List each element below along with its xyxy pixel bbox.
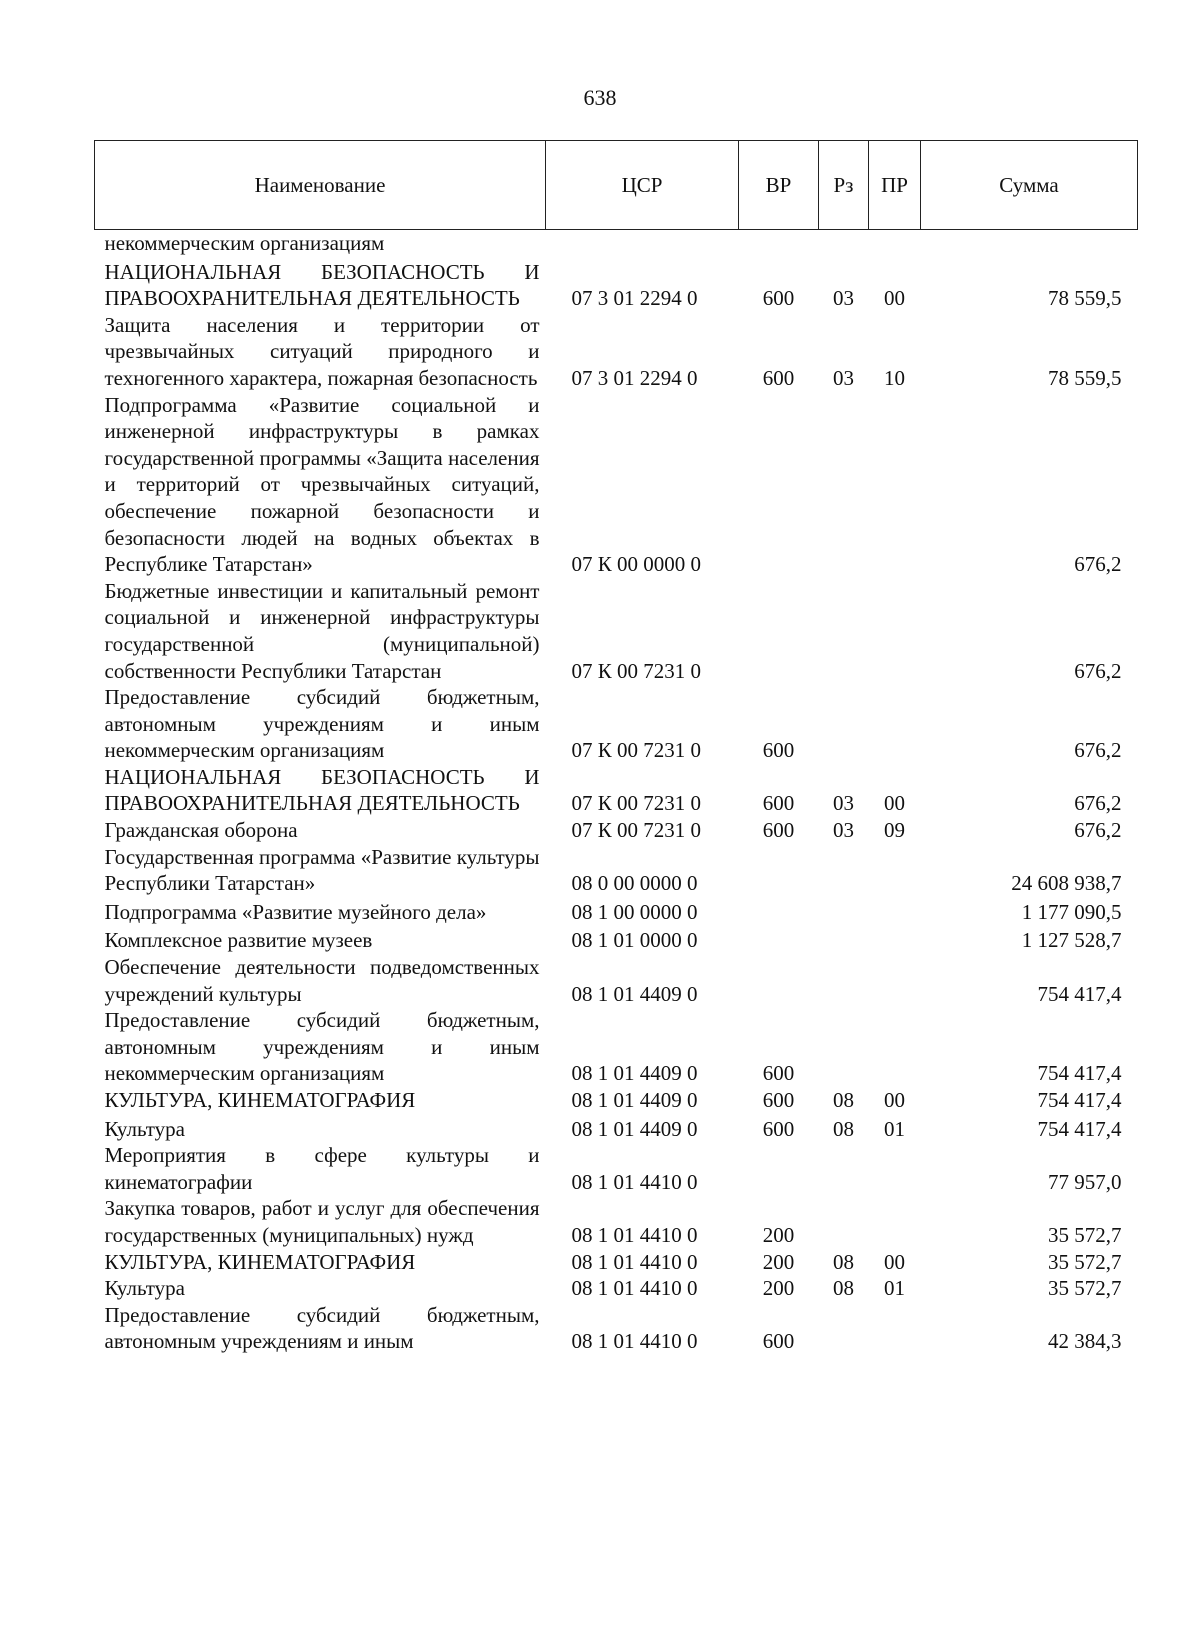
cell-name — [95, 684, 546, 764]
cell-csr: 08 1 01 4410 0 — [571, 1276, 698, 1301]
table-row — [95, 1114, 1138, 1143]
row-name-text: Закупка товаров, работ и услуг для обеспечения государственных (муниципальных) нужд — [104, 1196, 540, 1247]
cell-pr: 00 — [884, 286, 905, 311]
header-name: Наименование — [95, 141, 546, 230]
table-row — [95, 230, 1138, 257]
table-row — [95, 1142, 1138, 1195]
cell-rz — [819, 954, 869, 1007]
cell-pr: 10 — [884, 365, 905, 390]
cell-csr: 07 К 00 7231 0 — [571, 738, 702, 763]
table-row — [95, 392, 1138, 578]
table-row — [95, 1007, 1138, 1087]
cell-name — [95, 312, 546, 392]
cell-vr: 600 — [762, 1329, 795, 1354]
cell-csr: 07 К 00 0000 0 — [571, 552, 702, 577]
row-name-text: НАЦИОНАЛЬНАЯ БЕЗОПАСНОСТЬ И ПРАВООХРАНИТЕЛЬНАЯ ДЕЯТЕЛЬНОСТЬ — [104, 764, 540, 816]
cell-sum: 42 384,3 — [1048, 1329, 1122, 1354]
cell-sum — [921, 230, 1138, 257]
row-name-text: КУЛЬТУРА, КИНЕМАТОГРАФИЯ — [104, 1249, 416, 1274]
cell-vr: 200 — [762, 1222, 795, 1247]
cell-sum: 676,2 — [1074, 791, 1122, 816]
cell-pr: 00 — [884, 791, 905, 816]
cell-rz — [819, 684, 869, 764]
header-rz: Рз — [819, 141, 869, 230]
table-row — [95, 817, 1138, 844]
cell-pr — [869, 844, 921, 897]
cell-name — [95, 844, 546, 897]
cell-pr — [869, 925, 921, 954]
cell-csr: 08 1 01 4409 0 — [571, 1061, 698, 1086]
header-row — [95, 141, 1138, 230]
cell-csr: 08 1 01 4409 0 — [571, 1116, 698, 1141]
row-name-text: Обеспечение деятельности подведомственных учреждений культуры — [104, 955, 540, 1006]
row-name-text: НАЦИОНАЛЬНАЯ БЕЗОПАСНОСТЬ И ПРАВООХРАНИТЕЛЬНАЯ ДЕЯТЕЛЬНОСТЬ — [104, 259, 540, 311]
cell-pr — [869, 392, 921, 578]
cell-pr — [869, 1007, 921, 1087]
cell-sum: 754 417,4 — [1037, 1088, 1122, 1112]
table-row — [95, 312, 1138, 392]
cell-vr: 600 — [762, 818, 795, 843]
cell-rz — [819, 230, 869, 257]
cell-pr: 00 — [884, 1249, 905, 1274]
row-name-text: Предоставление субсидий бюджетным, автономным учреждениям и иным — [104, 1302, 540, 1354]
header-csr: ЦСР — [546, 141, 739, 230]
row-name-text: Подпрограмма «Развитие социальной и инженерной инфраструктуры в рамках государственной программы «Защита населения и территорий от чрезвычайных ситуаций, обеспечение пожарной безопасности и безопасности людей на водных объектах в Республике Татарстан» — [104, 392, 540, 577]
cell-name — [95, 954, 546, 1007]
budget-table — [94, 140, 1138, 1355]
cell-csr: 07 3 01 2294 0 — [571, 286, 698, 311]
cell-name — [95, 1007, 546, 1087]
table-row — [95, 1249, 1138, 1276]
cell-sum: 24 608 938,7 — [1011, 871, 1122, 896]
cell-csr: 08 1 01 4410 0 — [571, 1169, 698, 1194]
cell-pr: 01 — [884, 1116, 905, 1141]
cell-sum: 754 417,4 — [1037, 981, 1122, 1006]
row-name-text: Мероприятия в сфере культуры и кинематографии — [104, 1143, 540, 1194]
cell-rz — [819, 392, 869, 578]
cell-rz — [819, 578, 869, 684]
cell-csr: 07 К 00 7231 0 — [571, 658, 702, 683]
cell-pr — [869, 684, 921, 764]
cell-name — [95, 1087, 546, 1114]
cell-vr — [739, 844, 819, 897]
cell-sum: 676,2 — [1074, 818, 1122, 843]
header-pr: ПР — [869, 141, 921, 230]
table-row — [95, 1087, 1138, 1114]
table-row — [95, 257, 1138, 312]
cell-name — [95, 925, 546, 954]
row-name-text: Бюджетные инвестиции и капитальный ремонт социальной и инженерной инфраструктуры государственной (муниципальной) собственности Республики Татарстан — [104, 578, 540, 683]
cell-rz — [819, 897, 869, 926]
cell-rz — [819, 925, 869, 954]
cell-pr: 00 — [884, 1088, 905, 1112]
cell-sum: 78 559,5 — [1048, 286, 1122, 311]
table-body — [95, 230, 1138, 1355]
row-name-text: Комплексное развитие музеев — [104, 928, 373, 953]
cell-sum: 77 957,0 — [1048, 1169, 1122, 1194]
cell-pr: 01 — [884, 1276, 905, 1301]
cell-name — [95, 1249, 546, 1276]
cell-csr: 07 К 00 7231 0 — [571, 791, 702, 816]
row-name-text: некоммерческим организациям — [104, 231, 385, 255]
header-sum: Сумма — [921, 141, 1138, 230]
row-name-text: Государственная программа «Развитие культуры Республики Татарстан» — [104, 844, 540, 896]
header-vr: ВР — [739, 141, 819, 230]
cell-vr: 600 — [762, 738, 795, 763]
row-name-text: Подпрограмма «Развитие музейного дела» — [104, 899, 487, 924]
cell-csr: 08 0 00 0000 0 — [571, 871, 698, 896]
cell-pr: 09 — [884, 818, 905, 843]
cell-name — [95, 578, 546, 684]
cell-name — [95, 1275, 546, 1302]
page-number: 638 — [583, 85, 617, 110]
table-row — [95, 1275, 1138, 1302]
cell-sum: 1 177 090,5 — [1021, 899, 1122, 924]
cell-vr: 200 — [762, 1276, 795, 1301]
cell-rz — [819, 1142, 869, 1195]
cell-csr: 08 1 00 0000 0 — [571, 899, 698, 924]
cell-rz — [819, 1302, 869, 1355]
cell-sum: 676,2 — [1074, 658, 1122, 683]
cell-sum: 676,2 — [1074, 738, 1122, 763]
cell-vr: 200 — [762, 1249, 795, 1274]
row-name-text: Культура — [104, 1276, 185, 1301]
cell-rz — [819, 1195, 869, 1248]
cell-pr — [869, 954, 921, 1007]
cell-pr — [869, 897, 921, 926]
cell-vr: 600 — [762, 1061, 795, 1086]
cell-vr — [739, 1142, 819, 1195]
cell-sum: 35 572,7 — [1048, 1222, 1122, 1247]
cell-sum: 35 572,7 — [1048, 1249, 1122, 1274]
cell-name — [95, 230, 546, 257]
row-name-text: Культура — [104, 1116, 185, 1141]
cell-vr — [739, 897, 819, 926]
cell-vr — [739, 230, 819, 257]
cell-csr: 08 1 01 4410 0 — [571, 1222, 698, 1247]
cell-pr — [869, 230, 921, 257]
cell-rz: 03 — [833, 365, 854, 390]
table-row — [95, 1302, 1138, 1355]
cell-sum: 676,2 — [1074, 552, 1122, 577]
cell-pr — [869, 578, 921, 684]
cell-rz: 03 — [833, 791, 854, 816]
row-name-text: Предоставление субсидий бюджетным, автономным учреждениям и иным некоммерческим организациям — [104, 1008, 540, 1086]
cell-sum: 754 417,4 — [1037, 1116, 1122, 1141]
cell-name — [95, 1114, 546, 1143]
cell-csr: 08 1 01 4409 0 — [571, 981, 698, 1006]
cell-rz: 08 — [833, 1276, 854, 1301]
table-row — [95, 897, 1138, 926]
cell-name — [95, 817, 546, 844]
cell-sum: 1 127 528,7 — [1021, 928, 1122, 953]
cell-sum: 754 417,4 — [1037, 1061, 1122, 1086]
cell-pr — [869, 1302, 921, 1355]
row-name-text: Предоставление субсидий бюджетным, автономным учреждениям и иным некоммерческим организациям — [104, 685, 540, 763]
cell-name — [95, 392, 546, 578]
table-row — [95, 954, 1138, 1007]
row-name-text: Гражданская оборона — [104, 818, 298, 843]
cell-name — [95, 1142, 546, 1195]
cell-rz: 03 — [833, 286, 854, 311]
cell-rz: 08 — [833, 1116, 854, 1141]
cell-vr: 600 — [762, 1088, 795, 1112]
cell-csr: 08 1 01 4410 0 — [571, 1329, 698, 1354]
table-row — [95, 1195, 1138, 1248]
table-row — [95, 684, 1138, 764]
cell-rz — [819, 844, 869, 897]
cell-sum: 35 572,7 — [1048, 1276, 1122, 1301]
table-row — [95, 844, 1138, 897]
table-row — [95, 578, 1138, 684]
cell-csr — [546, 230, 739, 257]
cell-csr: 08 1 01 0000 0 — [571, 928, 698, 953]
cell-name — [95, 1195, 546, 1248]
cell-rz: 08 — [833, 1249, 854, 1274]
cell-csr: 08 1 01 4410 0 — [571, 1249, 698, 1274]
cell-name — [95, 1302, 546, 1355]
cell-vr — [739, 954, 819, 1007]
cell-sum: 78 559,5 — [1048, 365, 1122, 390]
cell-csr: 07 3 01 2294 0 — [571, 365, 698, 390]
row-name-text: КУЛЬТУРА, КИНЕМАТОГРАФИЯ — [104, 1088, 416, 1112]
cell-vr — [739, 578, 819, 684]
cell-vr — [739, 925, 819, 954]
cell-name — [95, 897, 546, 926]
cell-vr: 600 — [762, 286, 795, 311]
cell-vr: 600 — [762, 791, 795, 816]
cell-vr — [739, 392, 819, 578]
cell-pr — [869, 1142, 921, 1195]
table-row — [95, 764, 1138, 817]
cell-vr: 600 — [762, 1116, 795, 1141]
table-row — [95, 925, 1138, 954]
cell-csr: 07 К 00 7231 0 — [571, 818, 702, 843]
cell-rz: 08 — [833, 1088, 854, 1112]
cell-rz: 03 — [833, 818, 854, 843]
cell-name — [95, 764, 546, 817]
cell-name — [95, 257, 546, 312]
table-header — [95, 141, 1138, 230]
cell-rz — [819, 1007, 869, 1087]
cell-vr: 600 — [762, 365, 795, 390]
row-name-text: Защита населения и территории от чрезвычайных ситуаций природного и техногенного характера, пожарная безопасность — [104, 312, 540, 390]
cell-pr — [869, 1195, 921, 1248]
cell-csr: 08 1 01 4409 0 — [571, 1088, 698, 1112]
